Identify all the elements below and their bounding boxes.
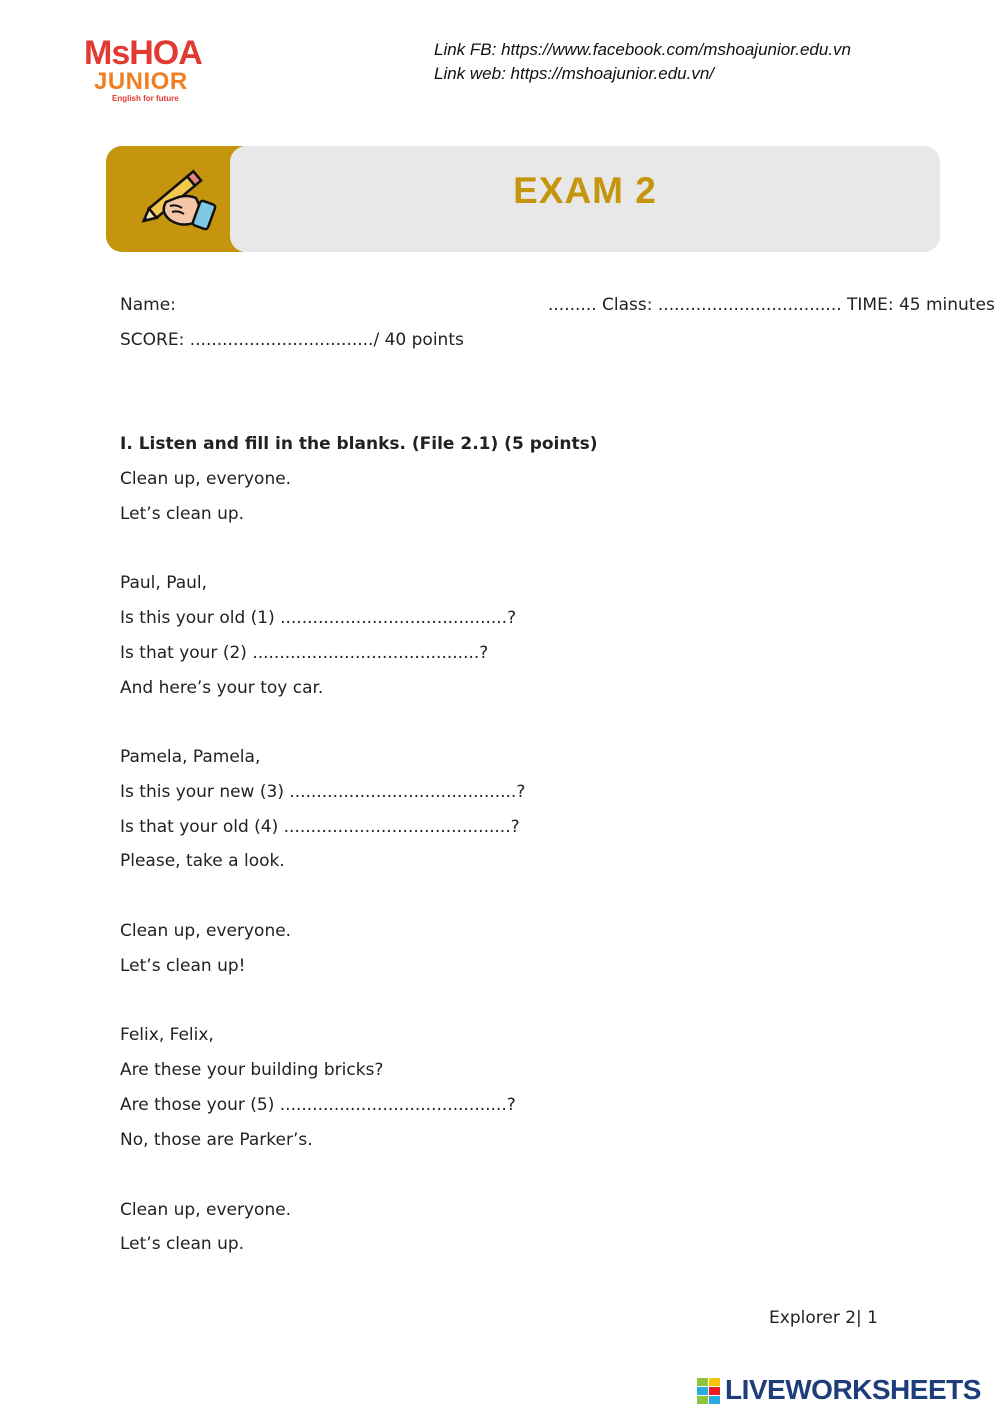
song-line: Let’s clean up! [120, 956, 246, 976]
song-line: Paul, Paul, [120, 573, 208, 593]
song-line: And here’s your toy car. [120, 678, 324, 698]
page-footer: Explorer 2| 1 [769, 1308, 878, 1328]
mshoa-junior-logo [84, 36, 214, 102]
score-line: SCORE: ................................../ 40 points [120, 330, 464, 350]
logo-line1: MsHOA [84, 34, 202, 72]
link-block [434, 38, 851, 86]
blank-line-4[interactable]: Is that your old (4) ..........................................? [120, 817, 520, 837]
song-line: Let’s clean up. [120, 504, 245, 524]
website-link[interactable]: Link web: https://mshoajunior.edu.vn/ [434, 64, 715, 83]
logo-tagline: English for future [112, 94, 179, 103]
blank-line-5[interactable]: Are those your (5) ..........................................? [120, 1095, 516, 1115]
song-line: No, those are Parker’s. [120, 1130, 313, 1150]
song-line: Clean up, everyone. [120, 469, 292, 489]
song-line: Pamela, Pamela, [120, 747, 261, 767]
liveworksheets-logo [697, 1374, 997, 1408]
logo-line2: JUNIOR [94, 68, 188, 95]
hand-pencil-icon [126, 158, 222, 238]
facebook-link[interactable]: Link FB: https://www.facebook.com/mshoajunior.edu.vn [434, 40, 852, 59]
liveworksheets-text: LIVEWORKSHEETS [725, 1374, 981, 1405]
song-line: Let’s clean up. [120, 1234, 245, 1254]
name-label: Name: [120, 295, 176, 315]
section1-heading: I. Listen and fill in the blanks. (File 2.1) (5 points) [120, 434, 598, 454]
class-time-line: ......... Class: .................................. TIME: 45 minutes [548, 295, 995, 315]
song-line: Felix, Felix, [120, 1025, 214, 1045]
blank-line-1[interactable]: Is this your old (1) ..........................................? [120, 608, 517, 628]
exam-title: EXAM 2 [513, 170, 657, 211]
song-line: Are these your building bricks? [120, 1060, 384, 1080]
song-line: Clean up, everyone. [120, 1200, 292, 1220]
song-line: Please, take a look. [120, 851, 285, 871]
blank-line-3[interactable]: Is this your new (3) ..........................................? [120, 782, 526, 802]
song-line: Clean up, everyone. [120, 921, 292, 941]
liveworksheets-icon [697, 1378, 721, 1404]
exam-banner [106, 146, 940, 252]
blank-line-2[interactable]: Is that your (2) ..........................................? [120, 643, 489, 663]
